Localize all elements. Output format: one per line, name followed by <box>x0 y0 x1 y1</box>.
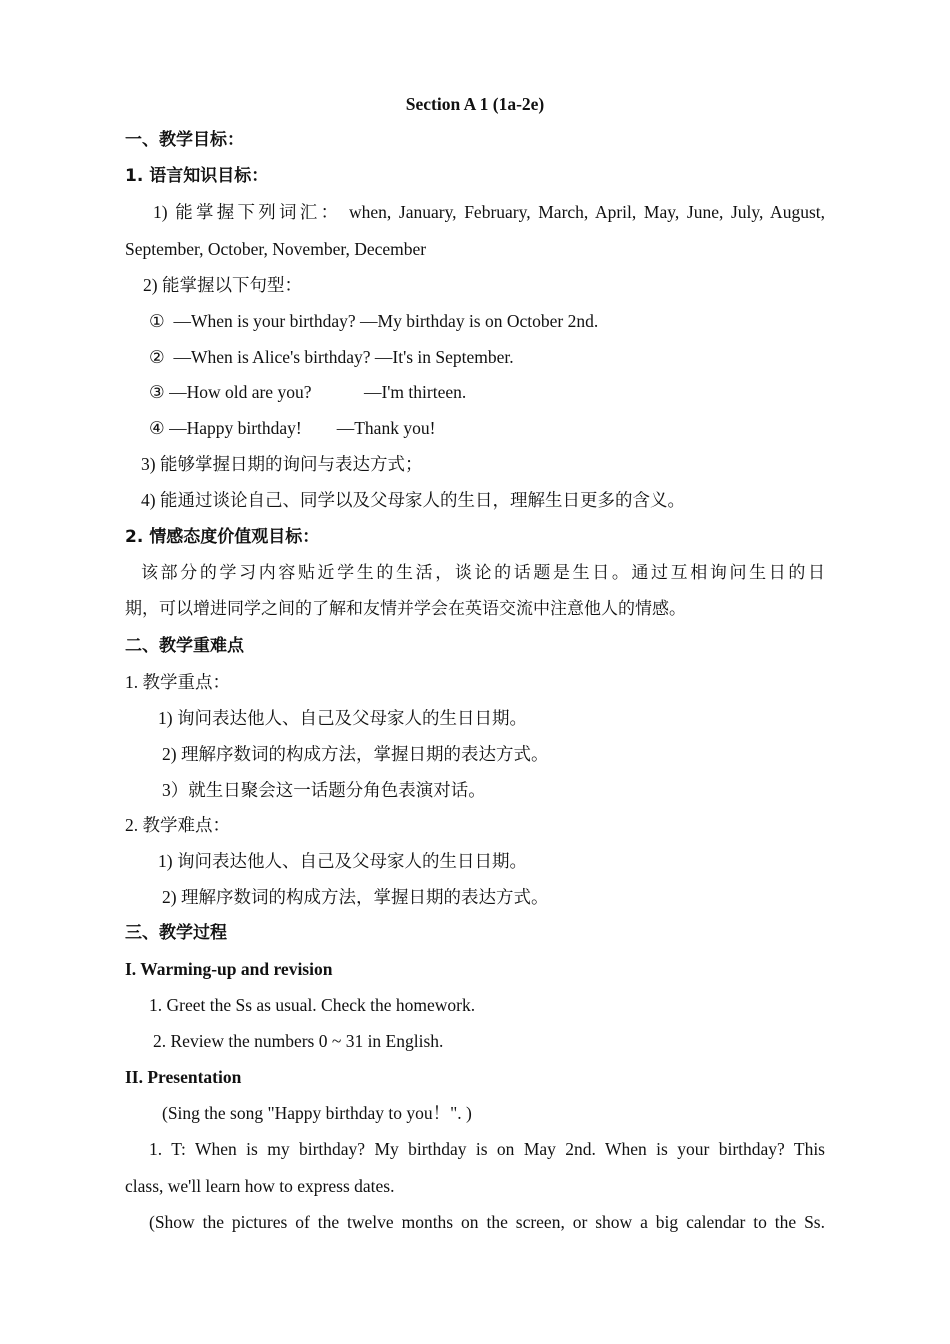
subheading-warming-up: I. Warming-up and revision <box>125 959 333 979</box>
subheading-presentation: II. Presentation <box>125 1067 242 1087</box>
presentation-step-1-line1: 1. T: When is my birthday? My birthday is on May 2nd. When is your birthday? This <box>149 1139 825 1159</box>
subheading-key-points: 1. 教学重点： <box>125 672 230 692</box>
vocabulary-item-line1: 1) 能掌握下列词汇： when, January, February, March, April, May, June, July, August, <box>153 202 825 222</box>
affective-paragraph-line1: 该部分的学习内容贴近学生的生活，谈论的话题是生日。通过互相询问生日的日 <box>141 563 825 583</box>
subheading-language-knowledge: 1. 语言知识目标： <box>125 166 269 186</box>
presentation-step-2: (Show the pictures of the twelve months on the screen, or show a big calendar to the Ss. <box>149 1212 825 1232</box>
objective-item-4: 4) 能通过谈论自己、同学以及父母家人的生日，理解生日更多的含义。 <box>141 490 685 510</box>
sentence-pattern-heading: 2) 能掌握以下句型： <box>143 275 302 295</box>
presentation-step-1-line2: class, we'll learn how to express dates. <box>125 1176 395 1196</box>
key-point-1: 1) 询问表达他人、自己及父母家人的生日日期。 <box>158 708 527 728</box>
key-point-3: 3）就生日聚会这一话题分角色表演对话。 <box>162 780 486 800</box>
presentation-song-note: (Sing the song "Happy birthday to you！". ) <box>162 1103 472 1123</box>
document-title: Section A 1 (1a-2e) <box>405 94 545 114</box>
key-point-2: 2) 理解序数词的构成方法，掌握日期的表达方式。 <box>162 744 549 764</box>
sentence-pattern-4: ④ —Happy birthday! —Thank you! <box>149 418 436 438</box>
section-heading-process: 三、教学过程 <box>125 923 227 943</box>
sentence-pattern-2: ② —When is Alice's birthday? —It's in September. <box>149 347 514 367</box>
warmup-step-2: 2. Review the numbers 0 ~ 31 in English. <box>153 1031 444 1051</box>
subheading-difficult-points: 2. 教学难点： <box>125 815 230 835</box>
sentence-pattern-1: ① —When is your birthday? —My birthday is on October 2nd. <box>149 311 599 331</box>
affective-paragraph-line2: 期，可以增进同学之间的了解和友情并学会在英语交流中注意他人的情感。 <box>125 599 686 619</box>
sentence-pattern-3: ③ —How old are you? —I'm thirteen. <box>149 382 467 402</box>
objective-item-3: 3) 能够掌握日期的询问与表达方式； <box>141 454 423 474</box>
subheading-affective: 2. 情感态度价值观目标： <box>125 527 320 547</box>
section-heading-objectives: 一、教学目标： <box>125 130 244 150</box>
warmup-step-1: 1. Greet the Ss as usual. Check the homework. <box>149 995 476 1015</box>
difficult-point-1: 1) 询问表达他人、自己及父母家人的生日日期。 <box>158 851 527 871</box>
difficult-point-2: 2) 理解序数词的构成方法，掌握日期的表达方式。 <box>162 887 549 907</box>
section-heading-key-points: 二、教学重难点 <box>125 636 244 656</box>
vocabulary-item-line2: September, October, November, December <box>125 239 427 259</box>
